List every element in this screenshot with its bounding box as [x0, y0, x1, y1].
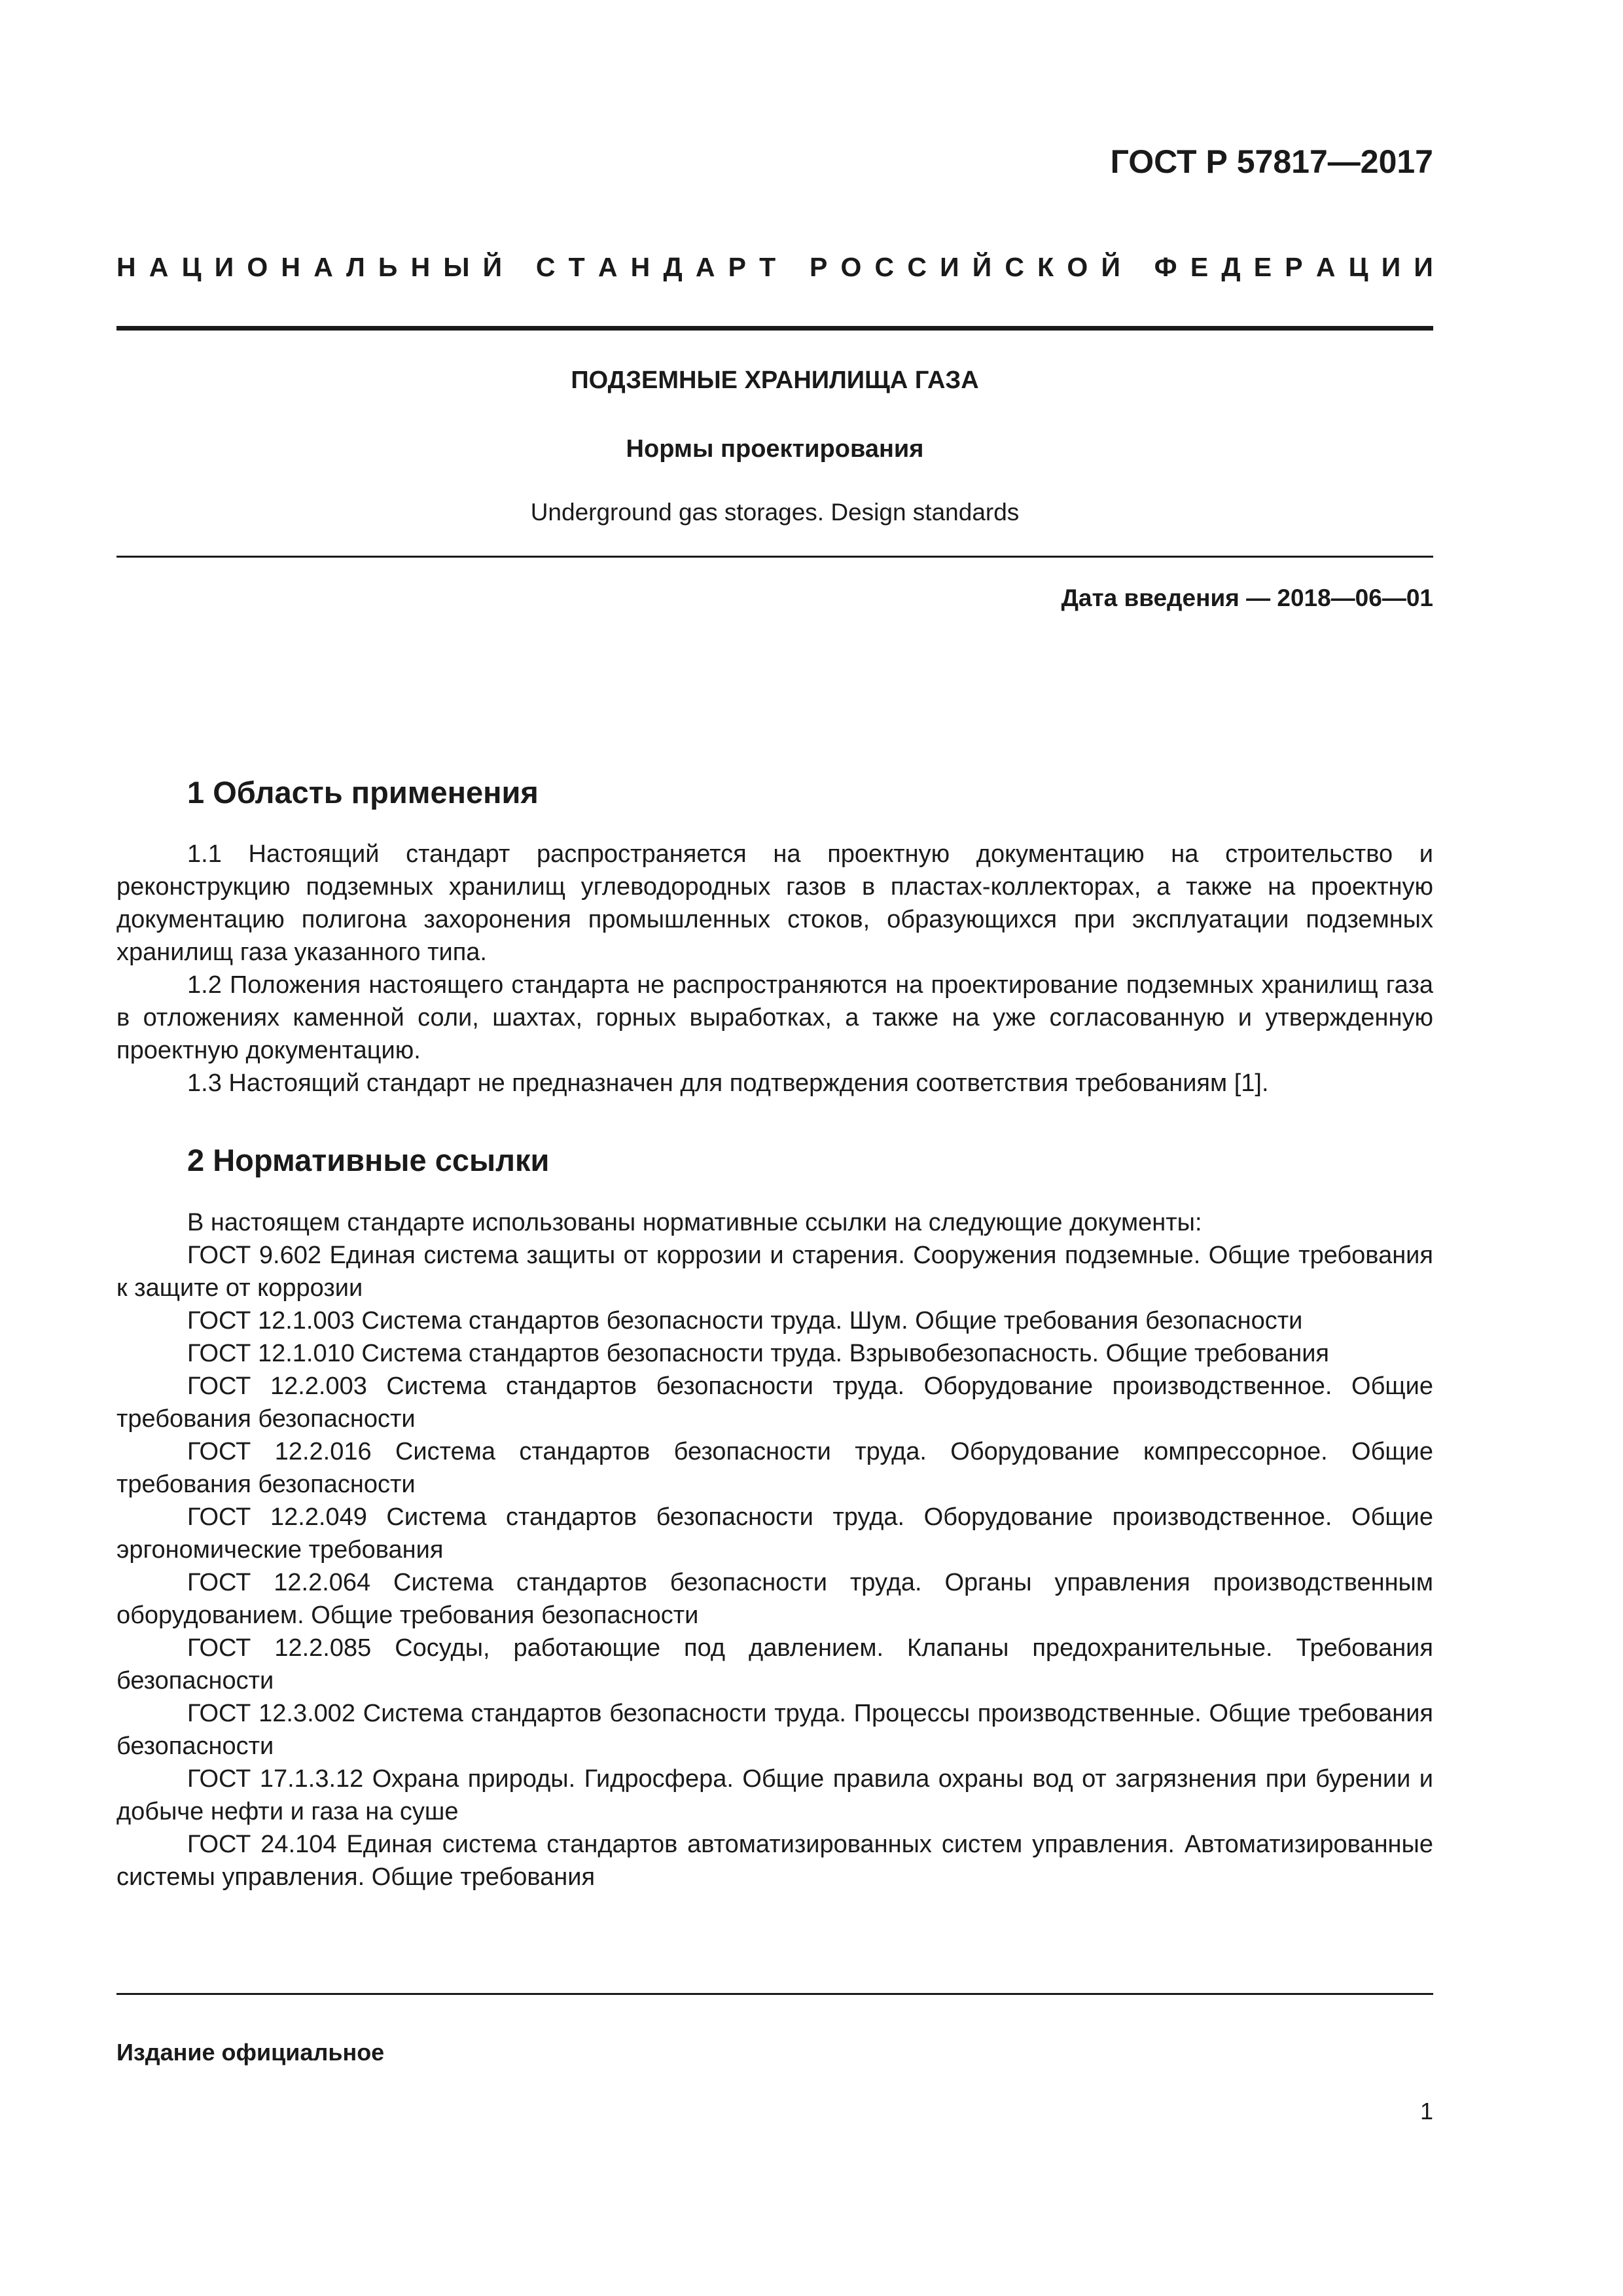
- banner-letter: С: [535, 252, 556, 282]
- banner-letter: А: [597, 252, 618, 282]
- banner-letter: С: [907, 252, 927, 282]
- section-1-heading: 1 Область применения: [187, 775, 539, 810]
- reference-item: ГОСТ 12.1.010 Система стандартов безопасности труда. Взрывобезопасность. Общие требования: [187, 1340, 1329, 1367]
- banner-letter: Л: [346, 252, 365, 282]
- banner-letter: [515, 252, 522, 283]
- banner-letter: Н: [410, 252, 431, 282]
- footer-divider: [116, 1993, 1433, 1995]
- banner-letter: О: [840, 252, 862, 282]
- banner-letter: Й: [1101, 252, 1120, 282]
- banner-letter: А: [695, 252, 715, 282]
- section-2-intro: В настоящем стандарте использованы нормативные ссылки на следующие документы:: [187, 1209, 1202, 1236]
- reference-item: ГОСТ 9.602 Единая система защиты от коррозии и старения. Сооружения подземные. Общие требования к защите от коррозии: [116, 1242, 1433, 1302]
- banner-letter: Н: [281, 252, 301, 282]
- reference-item: ГОСТ 12.2.049 Система стандартов безопасности труда. Оборудование производственное. Общие эргономические требования: [116, 1503, 1433, 1564]
- section-2-body: [116, 1206, 1433, 1893]
- banner-letter: [1133, 252, 1141, 283]
- banner-letter: С: [1005, 252, 1024, 282]
- paragraph-1-2: 1.2 Положения настоящего стандарта не распространяются на проектирование подземных хранилищ газа в отложениях каменной соли, шахтах, горных выработках, а также на уже согласованную и утвержденную проектную документацию.: [116, 971, 1433, 1064]
- section-1-body: [116, 838, 1433, 1100]
- banner-letter: О: [247, 252, 268, 282]
- banner-letter: Т: [568, 252, 585, 282]
- reference-item: ГОСТ 12.2.085 Сосуды, работающие под давлением. Клапаны предохранительные. Требования безопасности: [116, 1634, 1433, 1695]
- reference-item: ГОСТ 12.2.016 Система стандартов безопасности труда. Оборудование компрессорное. Общие требования безопасности: [116, 1438, 1433, 1498]
- banner-letter: Р: [809, 252, 828, 282]
- paragraph-1-3: 1.3 Настоящий стандарт не предназначен для подтверждения соответствия требованиям [1].: [187, 1069, 1269, 1097]
- title-divider: [116, 556, 1433, 558]
- banner-letter: С: [874, 252, 895, 282]
- introduction-date: Дата введения — 2018—06—01: [1061, 584, 1433, 611]
- reference-item: ГОСТ 24.104 Единая система стандартов автоматизированных систем управления. Автоматизированные системы управления. Общие требования: [116, 1831, 1433, 1891]
- reference-item: ГОСТ 12.3.002 Система стандартов безопасности труда. Процессы производственные. Общие требования безопасности: [116, 1700, 1433, 1760]
- reference-item: ГОСТ 17.1.3.12 Охрана природы. Гидросфера. Общие правила охраны вод от загрязнения при бурении и добыче нефти и газа на суше: [116, 1765, 1433, 1825]
- banner-letter: Р: [728, 252, 746, 282]
- banner-letter: Й: [972, 252, 992, 282]
- banner-letter: Р: [1285, 252, 1303, 282]
- banner-letter: Е: [1253, 252, 1272, 282]
- standard-number: ГОСТ Р 57817—2017: [1110, 143, 1433, 180]
- banner-letter: Д: [663, 252, 683, 282]
- banner-letter: Т: [759, 252, 776, 282]
- banner-letter: Д: [1221, 252, 1241, 282]
- banner-letter: Ь: [378, 252, 398, 282]
- document-subtitle: Нормы проектирования: [626, 435, 924, 463]
- header-divider: [116, 326, 1433, 331]
- paragraph-1-1: 1.1 Настоящий стандарт распространяется на проектную документацию на строительство и реконструкцию подземных хранилищ углеводородных газов в пластах-коллекторах, а также на проектную документацию полигона захоронения промышленных стоков, образующихся при эксплуатации подземных хранилищ газа указанного типа.: [116, 840, 1433, 966]
- banner-letter: [789, 252, 796, 283]
- banner-letter: О: [1067, 252, 1088, 282]
- banner-letter: Й: [482, 252, 503, 282]
- banner-letter: Ц: [181, 252, 202, 282]
- banner-letter: Ы: [443, 252, 470, 282]
- national-standard-banner: [116, 252, 1433, 283]
- banner-letter: Н: [630, 252, 651, 282]
- banner-letter: И: [1381, 252, 1401, 282]
- document-english-title: Underground gas storages. Design standards: [530, 499, 1020, 526]
- banner-letter: Е: [1190, 252, 1209, 282]
- banner-letter: Н: [116, 252, 136, 282]
- banner-letter: Ц: [1348, 252, 1368, 282]
- reference-item: ГОСТ 12.2.003 Система стандартов безопасности труда. Оборудование производственное. Общие требования безопасности: [116, 1372, 1433, 1433]
- reference-item: ГОСТ 12.2.064 Система стандартов безопасности труда. Органы управления производственным оборудованием. Общие требования безопасности: [116, 1569, 1433, 1629]
- reference-item: ГОСТ 12.1.003 Система стандартов безопасности труда. Шум. Общие требования безопасности: [187, 1307, 1303, 1335]
- document-title: ПОДЗЕМНЫЕ ХРАНИЛИЩА ГАЗА: [571, 367, 979, 394]
- banner-letter: А: [149, 252, 169, 282]
- banner-letter: А: [313, 252, 333, 282]
- official-edition-label: Издание официальное: [116, 2039, 385, 2066]
- page-number: 1: [1419, 2098, 1433, 2125]
- banner-letter: Ф: [1154, 252, 1177, 282]
- banner-letter: К: [1037, 252, 1054, 282]
- banner-letter: И: [1414, 252, 1433, 282]
- banner-letter: И: [214, 252, 234, 282]
- section-2-heading: 2 Нормативные ссылки: [187, 1143, 550, 1177]
- banner-letter: И: [940, 252, 959, 282]
- banner-letter: А: [1315, 252, 1336, 282]
